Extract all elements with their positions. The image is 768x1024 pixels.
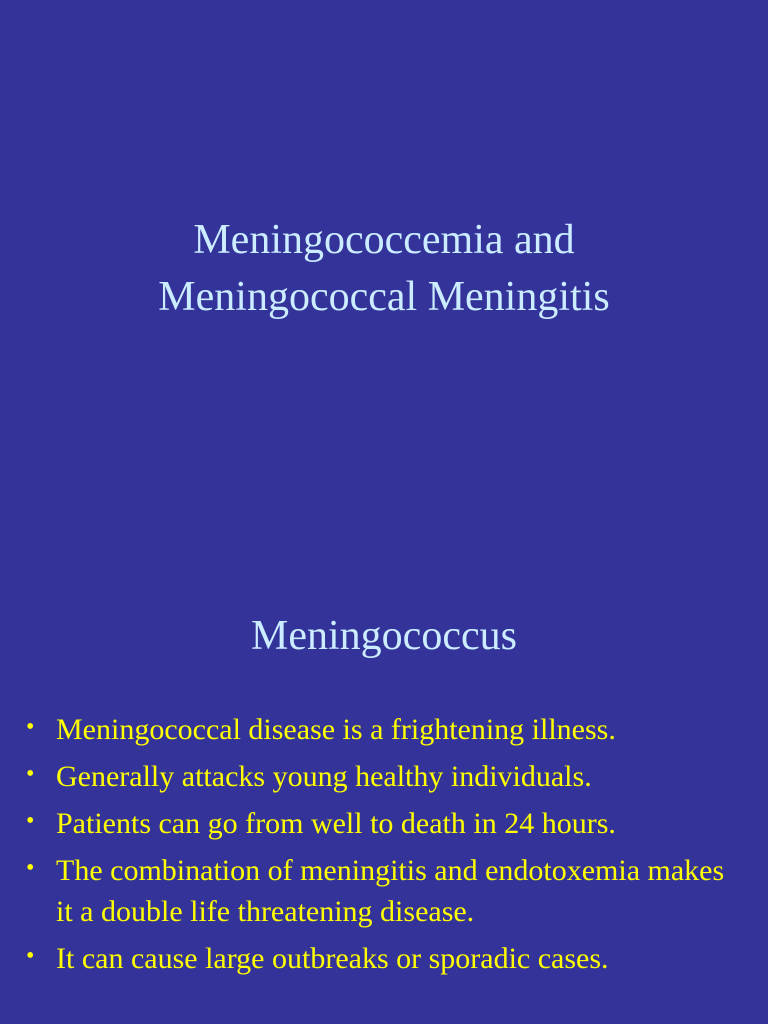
slide-1-title: [40, 212, 728, 326]
bullet-list: [0, 709, 768, 985]
bullet-text: Patients can go from well to death in 24 hours.: [56, 807, 616, 840]
list-item: [0, 803, 768, 844]
list-item: [0, 938, 768, 979]
slide-2: [0, 576, 768, 1024]
bullet-icon: •: [26, 943, 35, 969]
bullet-icon: •: [26, 761, 35, 787]
slide-1-title-line-1: Meningococcemia and: [193, 217, 575, 263]
bullet-icon: •: [26, 855, 35, 881]
bullet-text: It can cause large outbreaks or sporadic cases.: [56, 942, 609, 975]
bullet-text: The combination of meningitis and endotoxemia makes it a double life threatening disease.: [56, 854, 725, 928]
list-item: [0, 709, 768, 750]
slide-2-title: Meningococcus: [251, 613, 517, 659]
bullet-icon: •: [26, 808, 35, 834]
bullet-icon: •: [26, 714, 35, 740]
slide-1-title-line-2: Meningococcal Meningitis: [158, 274, 610, 320]
list-item: [0, 756, 768, 797]
list-item: [0, 850, 768, 932]
bullet-text: Meningococcal disease is a frightening illness.: [56, 713, 616, 746]
bullet-text: Generally attacks young healthy individuals.: [56, 760, 592, 793]
